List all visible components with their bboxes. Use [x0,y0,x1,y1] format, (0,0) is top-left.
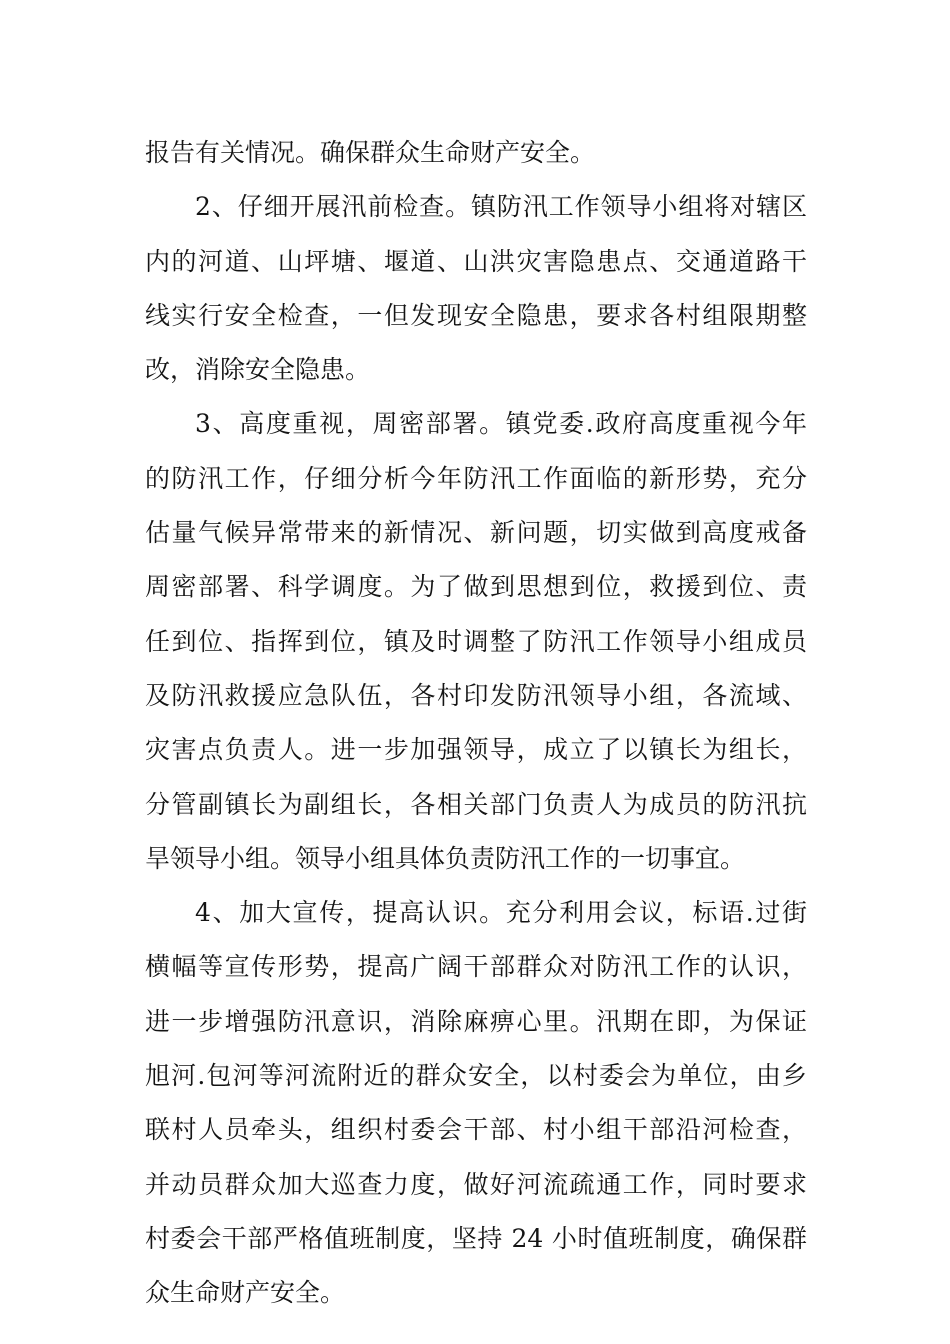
text-line: 并动员群众加大巡查力度，做好河流疏通工作，同时要求 [145,1169,807,1199]
text-line: 报告有关情况。确保群众生命财产安全。 [145,138,596,167]
text-line: 改，消除安全隐患。 [145,355,371,385]
paragraph-2-start: 2、仔细开展汛前检查。镇防汛工作领导小组将对辖区 [195,192,807,222]
text-line: 内的河道、山坪塘、堰道、山洪灾害隐患点、交通道路干 [145,246,807,276]
text-line: 联村人员牵头，组织村委会干部、村小组干部沿河检查， [145,1115,807,1145]
text-line: 周密部署、科学调度。为了做到思想到位，救援到位、责 [145,572,807,602]
text-line: 灾害点负责人。进一步加强领导，成立了以镇长为组长， [145,735,807,765]
text-line: 及防汛救援应急队伍，各村印发防汛领导小组，各流域、 [145,680,807,710]
text-line: 旭河.包河等河流附近的群众安全，以村委会为单位，由乡 [145,1061,807,1091]
body-text [145,126,807,1321]
paragraph-3-start: 3、高度重视，周密部署。镇党委.政府高度重视今年 [195,409,807,439]
text-line: 众生命财产安全。 [145,1278,346,1308]
text-line: 进一步增强防汛意识，消除麻痹心里。汛期在即，为保证 [145,1006,807,1036]
text-line: 线实行安全检查，一但发现安全隐患，要求各村组限期整 [145,300,807,330]
paragraph-4-start: 4、加大宣传，提高认识。充分利用会议，标语.过街 [195,898,807,928]
text-line: 村委会干部严格值班制度，坚持 24 小时值班制度，确保群 [145,1223,807,1253]
text-line: 分管副镇长为副组长，各相关部门负责人为成员的防汛抗 [145,789,807,819]
text-line: 横幅等宣传形势，提高广阔干部群众对防汛工作的认识， [145,952,807,982]
text-line: 旱领导小组。领导小组具体负责防汛工作的一切事宜。 [145,843,746,873]
text-line: 估量气候异常带来的新情况、新问题，切实做到高度戒备 [145,518,807,548]
text-line: 的防汛工作，仔细分析今年防汛工作面临的新形势，充分 [145,463,807,493]
text-line: 任到位、指挥到位，镇及时调整了防汛工作领导小组成员 [145,626,807,656]
